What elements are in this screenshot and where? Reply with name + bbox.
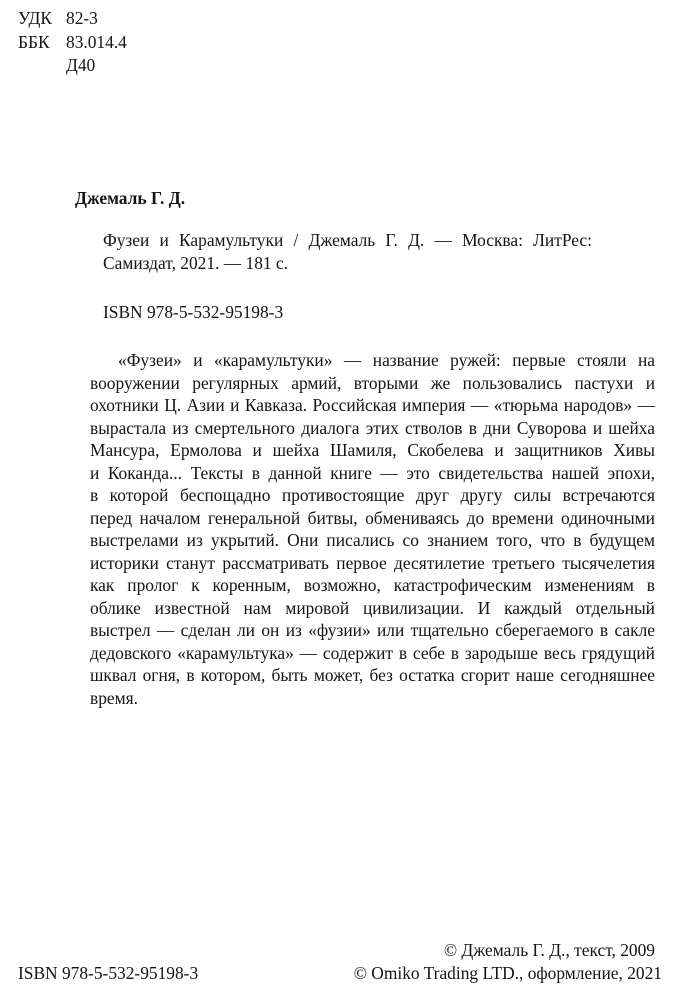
annotation-line: Мансура, Ермолова и шейха Шамиля, Скобелева и защитников Хивы (90, 440, 655, 460)
annotation-line: «Фузеи» и «карамультуки» — название ружей: первые стояли на (118, 350, 655, 370)
author-heading: Джемаль Г. Д. (75, 188, 186, 208)
bbk-row (18, 31, 127, 55)
author-sign-row (18, 54, 127, 78)
annotation-line: вооружении регулярных армий, вторыми же пользовались пастухи и (90, 372, 655, 393)
classification-block (18, 7, 127, 78)
footer-isbn: ISBN 978-5-532-95198-3 (18, 963, 199, 983)
bibliographic-citation (103, 229, 592, 275)
author-sign: Д40 (66, 55, 96, 75)
annotation-line: историки станут рассматривать первое десятилетие третьего тысячелетия (90, 552, 655, 573)
udk-row (18, 7, 127, 31)
citation-line: Фузеи и Карамультуки / Джемаль Г. Д. — Москва: ЛитРес: (103, 230, 592, 250)
annotation-line: охотники Ц. Азии и Кавказа. Российская империя — «тюрьма народов» — (90, 395, 655, 415)
annotation-line: шквал огня, в котором, быть может, без остатка сгорит наше сегодняшнее (90, 665, 655, 685)
copyright-design: © Omiko Trading LTD., оформление, 2021 (353, 963, 662, 983)
annotation-line: и Коканда... Тексты в данной книге — это свидетельства нашей эпохи, (90, 462, 655, 483)
annotation-paragraph (90, 349, 655, 709)
annotation-line: как пролог к коренным, возможно, катастрофическим изменениям в (90, 575, 655, 595)
bbk-value: 83.014.4 (66, 31, 127, 52)
annotation-line: перед началом генеральной битвы, обмениваясь до времени одиночными (90, 507, 655, 528)
bbk-label: ББК (18, 31, 50, 52)
annotation-line: облике известной нам мировой цивилизации. И каждый отдельный (90, 597, 655, 618)
copyright-text: © Джемаль Г. Д., текст, 2009 (443, 940, 655, 960)
isbn: ISBN 978-5-532-95198-3 (103, 302, 284, 322)
udk-label: УДК (18, 8, 53, 28)
annotation-line: выстрел — сделан ли он из «фузии» или тщательно сберегаемого в сакле (90, 620, 655, 640)
annotation-line: время. (90, 687, 138, 708)
citation-line: Самиздат, 2021. — 181 с. (103, 253, 289, 273)
annotation-line: дедовского «карамультука» — содержит в себе в зародыше весь грядущий (90, 642, 655, 663)
annotation-line: в которой беспощадно противостоящие друг другу силы встречаются (90, 485, 655, 505)
annotation-line: выстрелами из укрытий. Они писались со знанием того, что в будущем (90, 530, 655, 550)
annotation-line: вырастала из смертельного диалога этих стволов в дни Суворова и шейха (90, 417, 655, 438)
udk-value: 82-3 (66, 8, 98, 28)
